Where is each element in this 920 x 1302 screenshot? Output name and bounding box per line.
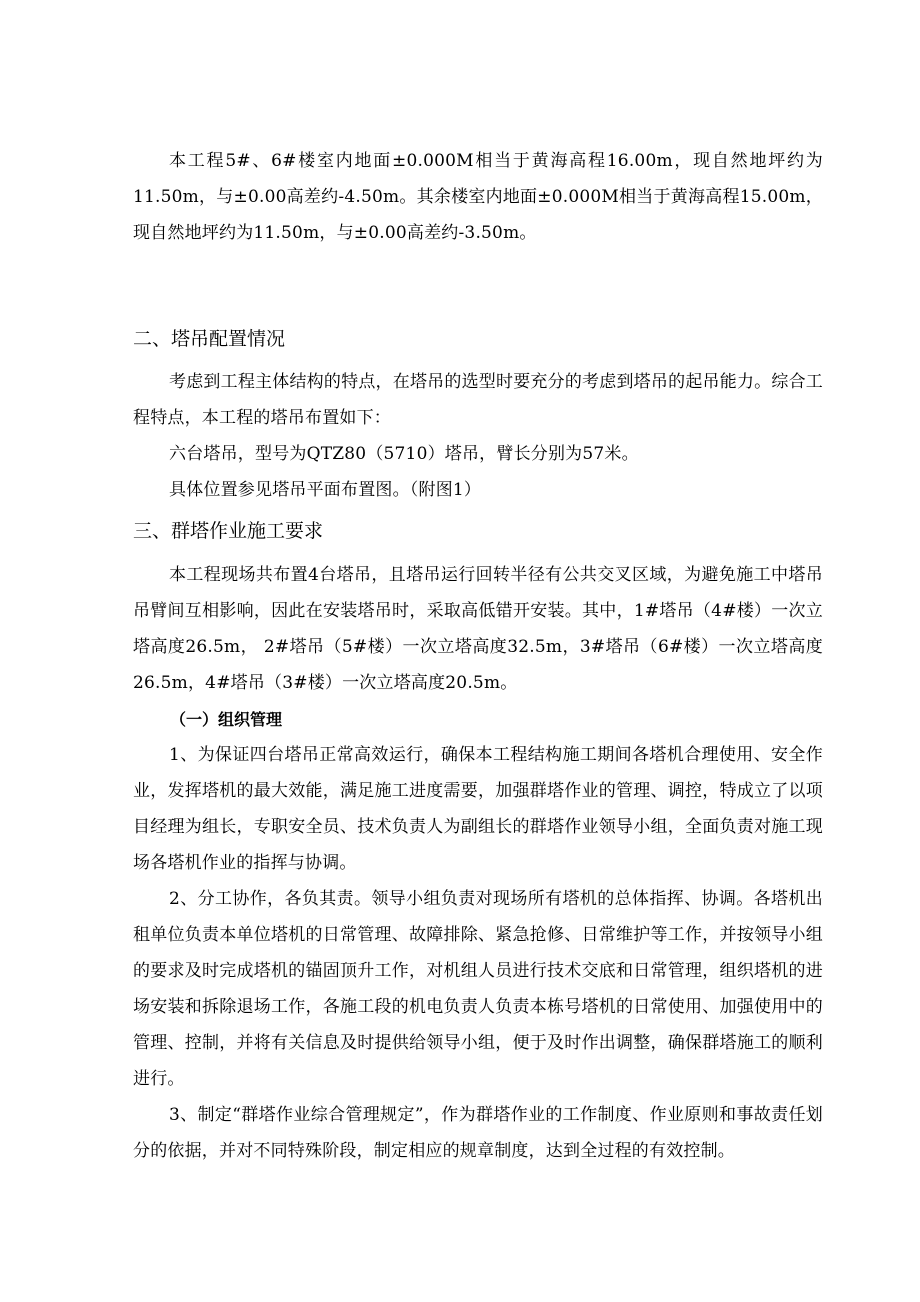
subsection-title-organization: （一）组织管理 xyxy=(170,710,283,729)
list-item-3: 3、制定“群塔作业综合管理规定”，作为群塔作业的工作制度、作业原则和事故责任划分的依据，并对不同特殊阶段，制定相应的规章制度，达到全过程的有效控制。 xyxy=(133,1105,823,1161)
paragraph-crane-selection: 考虑到工程主体结构的特点，在塔吊的选型时要充分的考虑到塔吊的起吊能力。综合工程特点，本工程的塔吊布置如下： xyxy=(133,372,823,428)
paragraph-crane-heights: 本工程现场共布置4台塔吊，且塔吊运行回转半径有公共交叉区域，为避免施工中塔吊吊臂间互相影响，因此在安装塔吊时，采取高低错开安装。其中，1#塔吊（4#楼）一次立塔高度26.5m， 2#塔吊（5#楼）一次立塔高度32.5m，3#塔吊（6#楼）一次立塔高度26.5m，4#塔吊（3#楼）一次立塔高度20.5m。 xyxy=(133,565,823,693)
section-title-group-tower-requirements: 三、群塔作业施工要求 xyxy=(133,520,324,542)
paragraph-elevation: 本工程5#、6#楼室内地面±0.000M相当于黄海高程16.00m，现自然地坪约为11.50m，与±0.00高差约-4.50m。其余楼室内地面±0.000M相当于黄海高程15.00m，现自然地坪约为11.50m，与±0.00高差约-3.50m。 xyxy=(133,151,823,243)
paragraph-crane-layout-ref: 具体位置参见塔吊平面布置图。（附图1） xyxy=(169,480,482,500)
section-title-tower-crane-config: 二、塔吊配置情况 xyxy=(133,328,286,350)
paragraph-crane-model: 六台塔吊，型号为QTZ80（5710）塔吊，臂长分别为57米。 xyxy=(169,444,639,464)
list-item-1: 1、为保证四台塔吊正常高效运行，确保本工程结构施工期间各塔机合理使用、安全作业，发挥塔机的最大效能，满足施工进度需要，加强群塔作业的管理、调控，特成立了以项目经理为组长，专职安全员、技术负责人为副组长的群塔作业领导小组，全面负责对施工现场各塔机作业的指挥与协调。 xyxy=(133,745,823,873)
list-item-2: 2、分工协作，各负其责。领导小组负责对现场所有塔机的总体指挥、协调。各塔机出租单位负责本单位塔机的日常管理、故障排除、紧急抢修、日常维护等工作，并按领导小组的要求及时完成塔机的锚固顶升工作，对机组人员进行技术交底和日常管理，组织塔机的进场安装和拆除退场工作，各施工段的机电负责人负责本栋号塔机的日常使用、加强使用中的管理、控制，并将有关信息及时提供给领导小组，便于及时作出调整，确保群塔施工的顺利进行。 xyxy=(133,889,823,1089)
